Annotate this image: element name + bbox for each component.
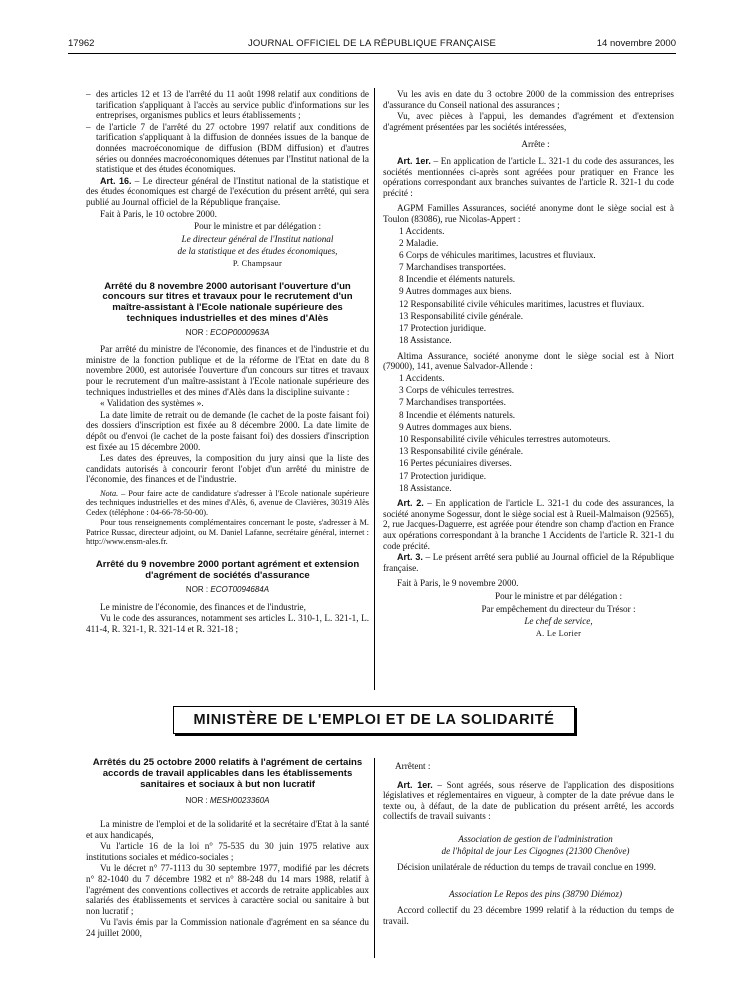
branch-item: 7 Marchandises transportées. [399, 397, 506, 408]
company-intro: AGPM Familles Assurances, société anonyme dont le siège social est à Toulon (83086), rue Nicolas-Appert : [383, 203, 674, 224]
signature-name: P. Champsaur [232, 258, 283, 268]
decree-title: Arrêtés du 25 octobre 2000 relatifs à l'agrément de certains accords de travail applicables dans les établissements sanitaires et sociaux à but non lucratif [92, 757, 363, 790]
article-3: Art. 3. – Le présent arrêté sera publié au Journal officiel de la République française. [383, 552, 674, 573]
branch-item: 1 Accidents. [399, 225, 445, 236]
branch-item: 3 Corps de véhicules terrestres. [399, 385, 515, 396]
paragraph: Vu l'article 16 de la loi n° 75-535 du 30 juin 1975 relative aux institutions sociales et médico-sociales ; [86, 841, 369, 862]
paragraph: Vu les avis en date du 3 octobre 2000 de la commission des entreprises d'assurance du Conseil national des assurances ; [383, 89, 674, 110]
branch-item: 8 Incendie et éléments naturels. [399, 274, 516, 285]
branch-item: 13 Responsabilité civile générale. [399, 446, 523, 457]
ministry-banner: MINISTÈRE DE L'EMPLOI ET DE LA SOLIDARITÉ [173, 706, 575, 734]
article-1: Art. 1er. – En application de l'article L. 321-1 du code des assurances, les sociétés mentionnées ci-après sont agréées pour pratiquer en France les opérations correspondant aux branches suivantes de l'article R. 321-1 du code précité : [383, 155, 674, 198]
right-column [383, 89, 674, 639]
bottom-left-column [86, 758, 369, 940]
paragraph: Décision unilatérale de réduction du temps de travail conclue en 1999. [397, 862, 656, 873]
association-name: Association de gestion de l'administration [458, 833, 613, 844]
signature-title: Le chef de service, [524, 616, 593, 627]
nota-contact: Pour tous renseignements complémentaires concernant le poste, s'adresser à M. Patrice Russac, directeur adjoint, ou M. Daniel Lafanne, secrétaire général, internet : http://www.ensm-ales.fr. [86, 518, 369, 547]
branch-item: 2 Maladie. [399, 237, 439, 248]
branch-item: 9 Autres dommages aux biens. [399, 286, 512, 297]
left-column [86, 89, 369, 635]
done-at: Fait à Paris, le 9 novembre 2000. [397, 578, 519, 589]
branch-item: 16 Pertes pécuniaires diverses. [399, 458, 512, 469]
paragraph: Vu l'avis émis par la Commission nationale d'agrément en sa séance du 24 juillet 2000, [86, 917, 369, 938]
signature-line: Pour le ministre et par délégation : [494, 591, 623, 602]
paragraph: Par arrêté du ministre de l'économie, des finances et de l'industrie et du ministre de la fonction publique et de la réforme de l'Etat en date du 8 novembre 2000, est autorisée l'ouverture d'un concours sur titres et travaux pour le recrutement d'un maître-assistant à l'Ecole nationale supérieure des techniques industrielles et des mines d'Alès dans la discipline suivante : [86, 344, 369, 397]
signature-line: Par empêchement du directeur du Trésor : [481, 603, 636, 614]
arrete-heading: Arrête : [521, 139, 550, 150]
page-number: 17962 [68, 38, 95, 49]
paragraph: Vu, avec pièces à l'appui, les demandes d'agrément et d'extension d'agrément présentées par les sociétés intéressées, [383, 111, 674, 132]
article-16: Art. 16. – Le directeur général de l'Institut national de la statistique et des études économiques est chargé de l'exécution du présent arrêté, qui sera publié au Journal officiel de la République française. [86, 175, 369, 207]
signature-title: de la statistique et des études économiques, [177, 246, 338, 257]
arretent-heading: Arrêtent : [395, 761, 431, 771]
decree-title: Arrêté du 8 novembre 2000 autorisant l'ouverture d'un concours sur titres et travaux pour le recrutement d'un maître-assistant à l'Ecole nationale supérieure des techniques industrielles et des mines d'Alès [102, 280, 353, 324]
nor-reference: NOR : ECOP0000963A [185, 327, 270, 337]
header-rule [68, 53, 676, 54]
paragraph: Le ministre de l'économie, des finances et de l'industrie, [100, 601, 306, 612]
paragraph: « Validation des systèmes ». [100, 398, 204, 409]
bottom-right-column [383, 758, 674, 928]
paragraph: Les dates des épreuves, la composition du jury ainsi que la liste des candidats autorisés à concourir feront l'objet d'un arrêté du ministre de l'économie, des finances et de l'industrie. [86, 453, 369, 485]
branch-list-altima [383, 373, 674, 493]
signature-name: A. Le Lorier [535, 628, 582, 638]
journal-title: JOURNAL OFFICIEL DE LA RÉPUBLIQUE FRANÇAISE [247, 38, 497, 49]
list-item: – des articles 12 et 13 de l'arrêté du 11 août 1998 relatif aux conditions de tarification s'appliquant à l'accès au service public d'informations sur les entreprises, organismes publics et leurs établissements ; [86, 89, 369, 121]
issue-date: 14 novembre 2000 [596, 38, 676, 49]
branch-item: 12 Responsabilité civile véhicules maritimes, lacustres et fluviaux. [399, 298, 645, 309]
association-name: de l'hôpital de jour Les Cigognes (21300 Chenôve) [441, 845, 630, 856]
paragraph: Vu le décret n° 77-1113 du 30 septembre 1977, modifié par les décrets n° 82-1040 du 7 décembre 1982 et n° 88-248 du 14 mars 1988, relatif à l'agrément des conventions collectives et accords de retraite applicables aux salariés des établissements et services à caractère social ou sanitaire à but non lucratif ; [86, 863, 369, 916]
paragraph: La ministre de l'emploi et de la solidarité et la secrétaire d'Etat à la santé et aux handicapés, [86, 818, 369, 840]
nor-reference: NOR : MESH0023360A [185, 796, 270, 806]
company-intro: Altima Assurance, société anonyme dont le siège social est à Niort (79000), 141, avenue Salvador-Allende : [383, 350, 674, 372]
branch-item: 8 Incendie et éléments naturels. [399, 409, 516, 420]
branch-item: 17 Protection juridique. [399, 323, 487, 334]
branch-item: 9 Autres dommages aux biens. [399, 421, 512, 432]
done-at: Fait à Paris, le 10 octobre 2000. [100, 208, 217, 219]
branch-item: 1 Accidents. [399, 373, 445, 383]
column-divider-top [374, 88, 375, 690]
branch-list-agpm [383, 226, 674, 346]
decree-title: Arrêté du 9 novembre 2000 portant agrément et extension d'agrément de sociétés d'assurance [95, 559, 360, 582]
branch-item: 6 Corps de véhicules maritimes, lacustres et fluviaux. [399, 249, 596, 260]
nota: Nota. – Pour faire acte de candidature s'adresser à l'Ecole nationale supérieure des techniques industrielles et des mines d'Alès, 6, avenue de Clavières, 30319 Alès Cedex (téléphone : 04-66-78-50-00). [86, 489, 369, 517]
branch-item: 18 Assistance. [399, 482, 452, 493]
article-2: Art. 2. – En application de l'article L. 321-1 du code des assurances, la société anonyme Sogessur, dont le siège social est à Rueil-Malmaison (92565), 2, rue Jacques-Daguerre, est agréée pour étendre son champ d'action en France aux opérations correspondant à la branche 1 Accidents de l'article R. 321-1 du code précité. [383, 498, 674, 551]
paragraph: Vu le code des assurances, notamment ses articles L. 310-1, L. 321-1, L. 411-4, R. 321-1, R. 321-14 et R. 321-18 ; [86, 613, 369, 634]
signature-line: Pour le ministre et par délégation : [193, 221, 322, 232]
list-item: – de l'article 7 de l'arrêté du 27 octobre 1997 relatif aux conditions de tarification s'appliquant à la diffusion de données issues de la banque de données macroéconomique de diffusion (BDM diffusion) et d'autres séries ou données macroéconomiques détenues par l'Institut national de la statistique et des études économiques. [86, 121, 369, 175]
article-1: Art. 1er. – Sont agréés, sous réserve de l'application des dispositions législatives et réglementaires en vigueur, à compter de la date prévue dans le texte ou, à défaut, de la date de publication du présent arrêté, les accords collectifs de travail suivants : [383, 779, 674, 822]
page-header [68, 38, 676, 54]
branch-item: 17 Protection juridique. [399, 470, 487, 481]
branch-item: 18 Assistance. [399, 335, 452, 346]
branch-item: 10 Responsabilité civile véhicules terrestres automoteurs. [399, 433, 611, 444]
nor-reference: NOR : ECOT0094684A [185, 585, 270, 595]
branch-item: 13 Responsabilité civile générale. [399, 310, 523, 321]
paragraph: La date limite de retrait ou de demande (le cachet de la poste faisant foi) des dossiers d'inscription est fixée au 8 décembre 2000. La date limite de dépôt ou d'envoi (le cachet de la poste faisant foi) des dossiers d'inscription est fixée au 15 décembre 2000. [86, 409, 369, 452]
signature-title: Le directeur général de l'Institut national [181, 233, 334, 244]
branch-item: 7 Marchandises transportées. [399, 262, 506, 273]
paragraph: Accord collectif du 23 décembre 1999 relatif à la réduction du temps de travail. [383, 905, 674, 926]
association-name: Association Le Repos des pins (38790 Diémoz) [448, 888, 622, 899]
column-divider-bottom [374, 758, 375, 958]
